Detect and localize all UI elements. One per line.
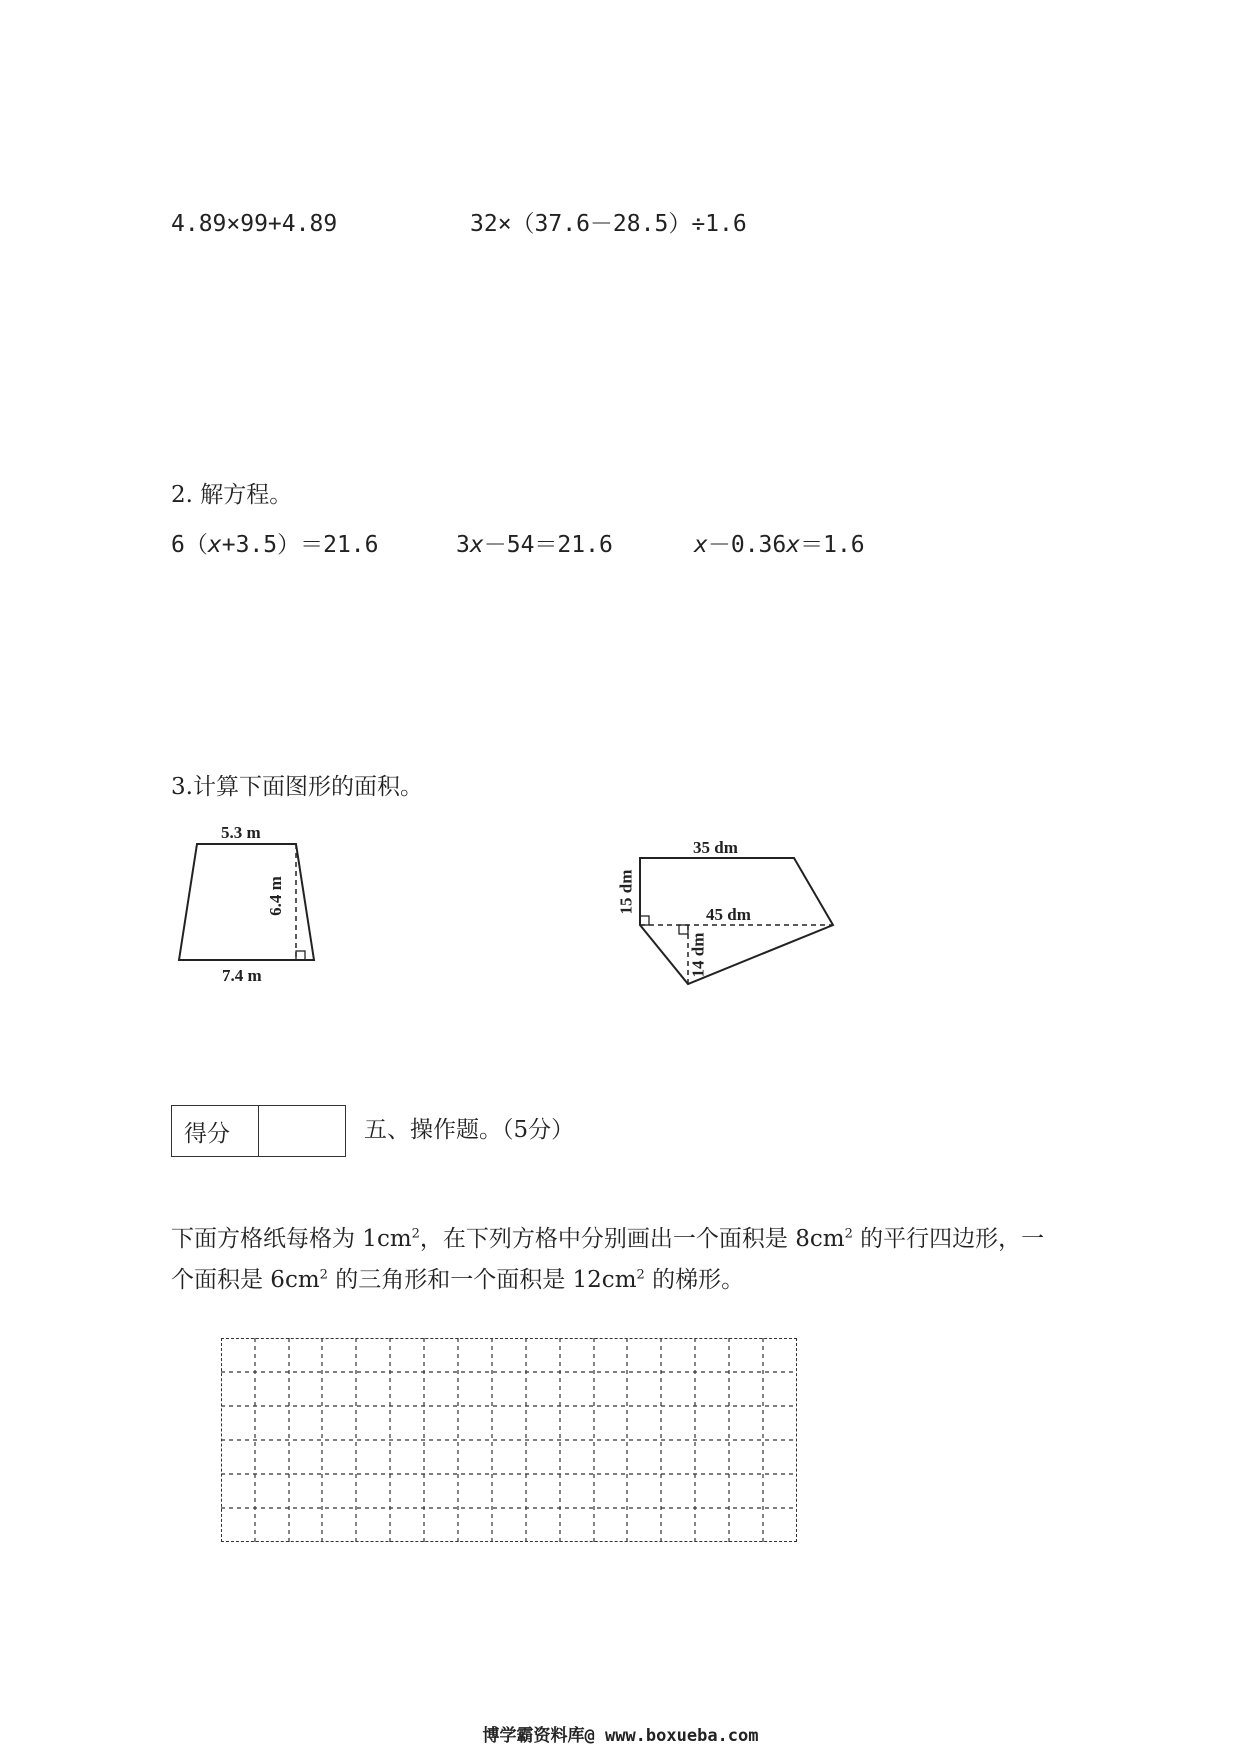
score-box [171, 1105, 346, 1157]
quadrilateral-right-angle-mark-1 [640, 916, 649, 925]
equation-2: 3x－54＝21.6 [456, 532, 613, 558]
section5-title: 五、操作题。（5分） [364, 1117, 575, 1143]
equation-1: 6（x+3.5）＝21.6 [171, 532, 379, 558]
equation-3: x－0.36x＝1.6 [694, 532, 865, 558]
quadrilateral-top-label: 35 dm [693, 838, 738, 857]
grid-paper[interactable] [221, 1338, 797, 1542]
footer-watermark: 博学霸资料库@ www.boxueba.com [482, 1726, 759, 1746]
trapezoid-bottom-label: 7.4 m [222, 966, 262, 985]
calc-expression-2: 32×（37.6－28.5）÷1.6 [470, 211, 747, 237]
area-heading: 3.计算下面图形的面积。 [171, 774, 423, 800]
quadrilateral-height-label: 14 dm [688, 932, 708, 978]
score-blank[interactable] [259, 1106, 345, 1156]
instruction-line-2: 个面积是 $6cm^2$ 的三角形和一个面积是 $12cm^2$ 的梯形。 [171, 1267, 745, 1293]
trapezoid-height-label: 6.4 m [265, 876, 285, 916]
trapezoid-top-label: 5.3 m [221, 823, 261, 842]
score-label: 得分 [172, 1106, 259, 1156]
trapezoid-right-angle-mark [296, 951, 305, 960]
quadrilateral-left-label: 15 dm [616, 869, 636, 915]
grid-lines [221, 1338, 797, 1542]
instruction-line-1: 下面方格纸每格为 $1cm^2$，在下列方格中分别画出一个面积是 $8cm^2$ 的平行四边形，一 [171, 1226, 1045, 1252]
trapezoid-shape [179, 844, 314, 960]
calc-expression-1: 4.89×99+4.89 [171, 211, 338, 237]
quadrilateral-diagonal-label: 45 dm [706, 905, 751, 924]
equations-heading: 2. 解方程。 [171, 482, 293, 508]
